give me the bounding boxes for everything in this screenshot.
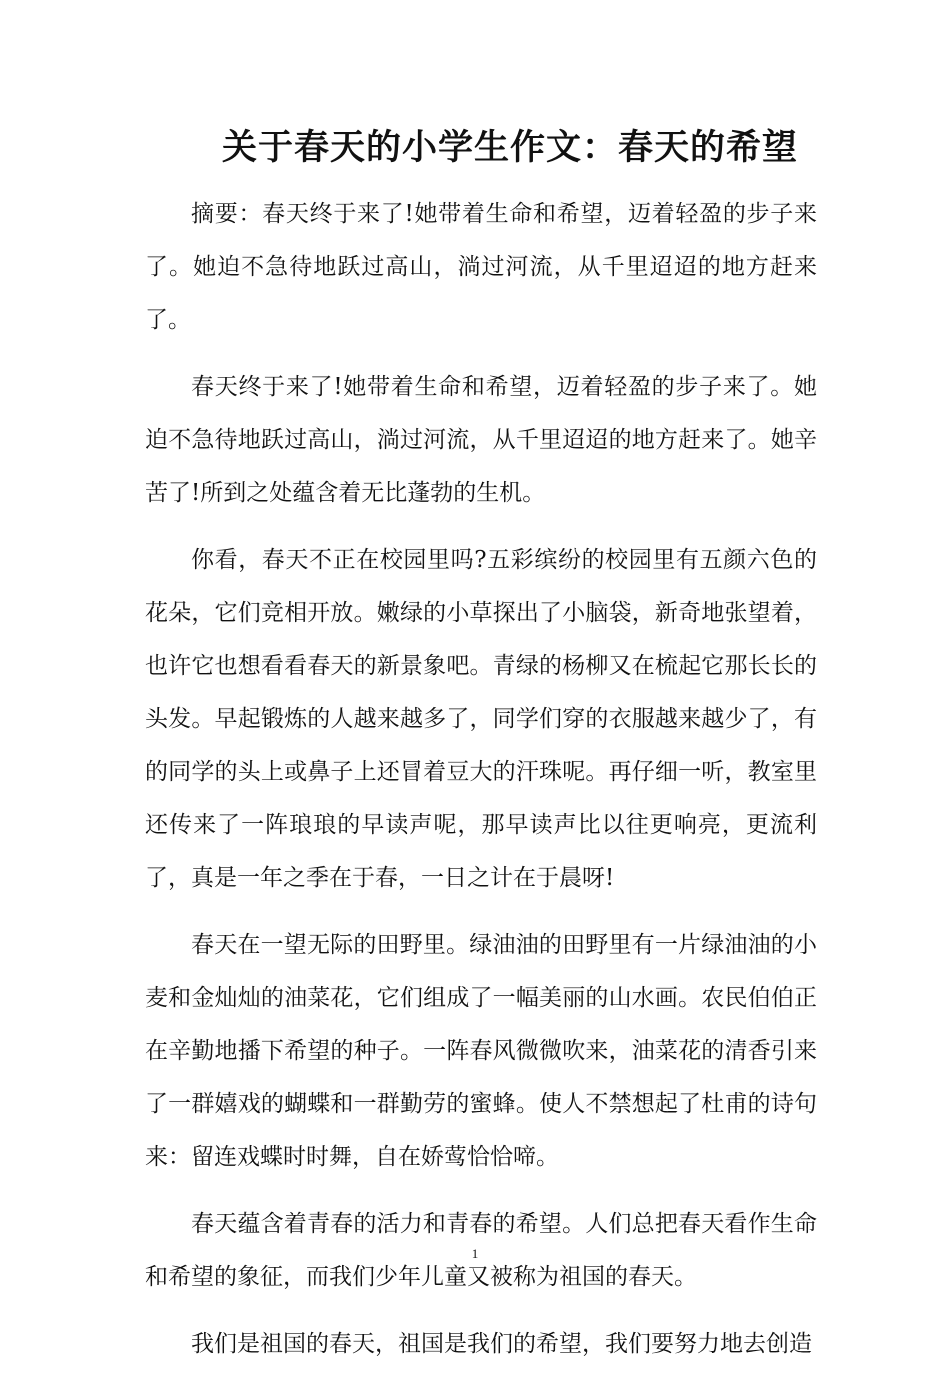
page-number: 1	[471, 1246, 479, 1261]
abstract-paragraph: 摘要：春天终于来了!她带着生命和希望，迈着轻盈的步子来了。她迫不急待地跃过高山，淌过河流，从千里迢迢的地方赶来了。	[145, 201, 817, 333]
body-paragraph: 春天终于来了!她带着生命和希望，迈着轻盈的步子来了。她迫不急待地跃过高山，淌过河流，从千里迢迢的地方赶来了。她辛苦了!所到之处蕴含着无比蓬勃的生机。	[145, 374, 817, 506]
body-paragraph: 春天在一望无际的田野里。绿油油的田野里有一片绿油油的小麦和金灿灿的油菜花，它们组成了一幅美丽的山水画。农民伯伯正在辛勤地播下希望的种子。一阵春风微微吹来，油菜花的清香引来了一群嬉戏的蝴蝶和一群勤劳的蜜蜂。使人不禁想起了杜甫的诗句来：留连戏蝶时时舞，自在娇莺恰恰啼。	[145, 932, 817, 1170]
document-title: 关于春天的小学生作文：春天的希望	[221, 127, 798, 168]
document-body	[145, 188, 817, 1385]
body-paragraph: 春天蕴含着青春的活力和青春的希望。人们总把春天看作生命和希望的象征，而我们少年儿童又被称为祖国的春天。	[145, 1211, 817, 1290]
body-paragraph: 我们是祖国的春天，祖国是我们的希望，我们要努力地去创造	[191, 1331, 812, 1357]
body-paragraph: 你看，春天不正在校园里吗?五彩缤纷的校园里有五颜六色的花朵，它们竞相开放。嫩绿的小草探出了小脑袋，新奇地张望着，也许它也想看看春天的新景象吧。青绿的杨柳又在梳起它那长长的头发。早起锻炼的人越来越多了，同学们穿的衣服越来越少了，有的同学的头上或鼻子上还冒着豆大的汗珠呢。再仔细一听，教室里还传来了一阵琅琅的早读声呢，那早读声比以往更响亮，更流利了，真是一年之季在于春，一日之计在于晨呀!	[145, 547, 817, 891]
